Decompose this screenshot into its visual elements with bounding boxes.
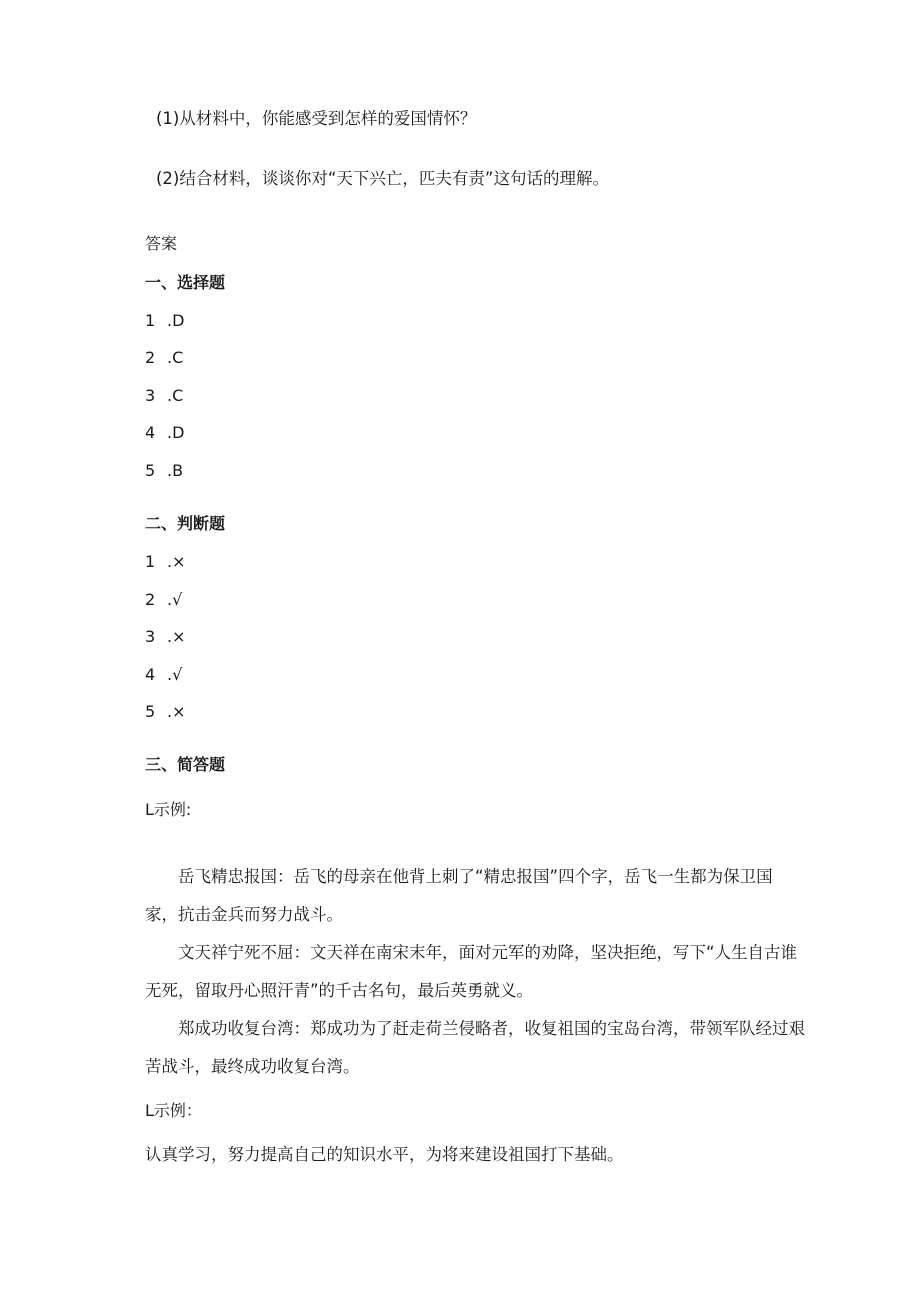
question-1: (1)从材料中，你能感受到怎样的爱国情怀？ <box>156 109 477 128</box>
question-2: (2)结合材料，谈谈你对“天下兴亡，匹夫有责”这句话的理解。 <box>156 169 609 188</box>
answer-title: 答案 <box>145 234 178 253</box>
item-number: 1 <box>145 311 156 330</box>
section-heading-choice: 一、选择题 <box>145 273 226 292</box>
item-answer: .× <box>167 627 186 646</box>
answer-paragraph-yue-fei: 岳飞精忠报国：岳飞的母亲在他背上刺了“精忠报国”四个字，岳飞一生都为保卫国家，抗击金兵而努力战斗。 <box>145 867 773 924</box>
section-heading-judge: 二、判断题 <box>145 514 226 533</box>
item-number: 4 <box>145 423 156 442</box>
judge-answer-5 <box>145 701 186 723</box>
choice-answer-4 <box>145 422 184 444</box>
item-number: 2 <box>145 348 156 367</box>
judge-answer-3 <box>145 626 186 648</box>
item-answer: .× <box>167 702 186 721</box>
example-label-1: L示例: <box>145 800 192 819</box>
item-answer: .C <box>167 386 184 405</box>
item-number: 3 <box>145 386 156 405</box>
judge-answer-2 <box>145 589 182 611</box>
answer-paragraph-wen-tianxiang: 文天祥宁死不屈：文天祥在南宋末年，面对元军的劝降，坚决拒绝，写下“人生自古谁无死，留取丹心照汗青”的千古名句，最后英勇就义。 <box>145 943 798 1000</box>
item-number: 4 <box>145 665 156 684</box>
section-heading-short-answer: 三、简答题 <box>145 755 226 774</box>
answer-paragraph-study: 认真学习，努力提高自己的知识水平，为将来建设祖国打下基础。 <box>145 1145 624 1164</box>
item-number: 5 <box>145 461 156 480</box>
item-answer: .√ <box>167 590 183 609</box>
choice-answer-2 <box>145 347 183 369</box>
item-answer: .× <box>167 552 186 571</box>
item-answer: .B <box>167 461 184 480</box>
item-number: 3 <box>145 627 156 646</box>
example-label-2: L示例： <box>145 1101 202 1120</box>
item-answer: .C <box>167 348 184 367</box>
item-number: 2 <box>145 590 156 609</box>
judge-answer-4 <box>145 664 182 686</box>
item-answer: .√ <box>167 665 183 684</box>
item-answer: .D <box>167 311 185 330</box>
choice-answer-5 <box>145 460 183 482</box>
item-number: 1 <box>145 552 156 571</box>
choice-answer-1 <box>145 310 184 332</box>
judge-answer-1 <box>145 551 186 573</box>
item-answer: .D <box>167 423 185 442</box>
answer-paragraph-zheng-chenggong: 郑成功收复台湾：郑成功为了赶走荷兰侵略者，收复祖国的宝岛台湾，带领军队经过艰苦战斗，最终成功收复台湾。 <box>145 1019 805 1076</box>
choice-answer-3 <box>145 385 183 407</box>
item-number: 5 <box>145 702 156 721</box>
